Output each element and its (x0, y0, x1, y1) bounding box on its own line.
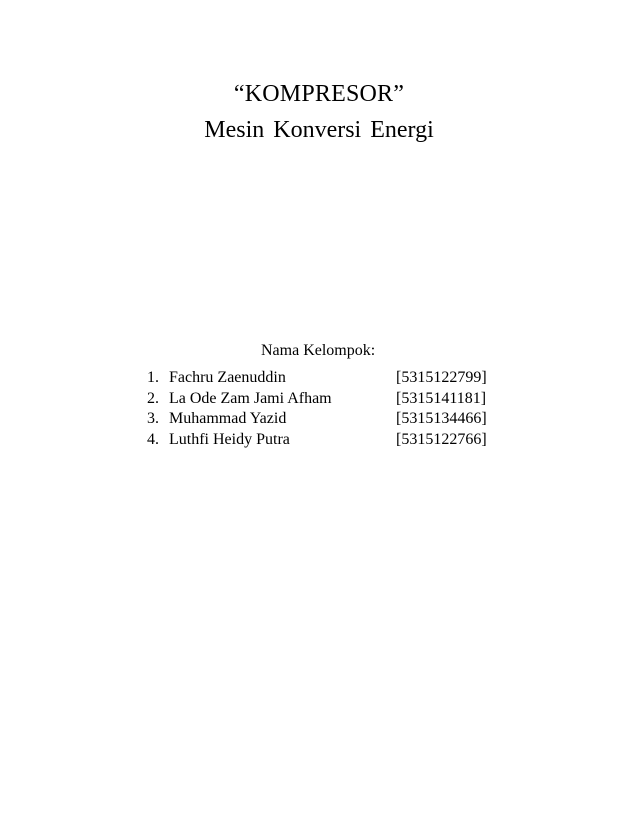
member-item (147, 389, 517, 410)
member-item (147, 368, 517, 389)
member-item (147, 409, 517, 430)
member-name: Luthfi Heidy Putra (169, 430, 290, 448)
member-name: Fachru Zaenuddin (169, 369, 286, 386)
member-nim: [5315122799] (396, 369, 487, 386)
document-subtitle: Mesin Konversi Energi (204, 117, 434, 143)
group-label: Nama Kelompok: (261, 342, 376, 359)
document-title: “KOMPRESOR” (233, 81, 405, 107)
member-name: La Ode Zam Jami Afham (169, 389, 332, 407)
member-nim: [5315134466] (396, 410, 487, 427)
member-name: Muhammad Yazid (169, 410, 287, 427)
member-nim: [5315141181] (396, 389, 487, 407)
member-nim: [5315122766] (396, 430, 487, 448)
member-number: 2. (147, 389, 159, 407)
member-list (147, 368, 517, 450)
member-number: 4. (147, 430, 159, 448)
member-number: 1. (147, 369, 159, 386)
member-number: 3. (147, 410, 159, 427)
member-item (147, 430, 517, 451)
